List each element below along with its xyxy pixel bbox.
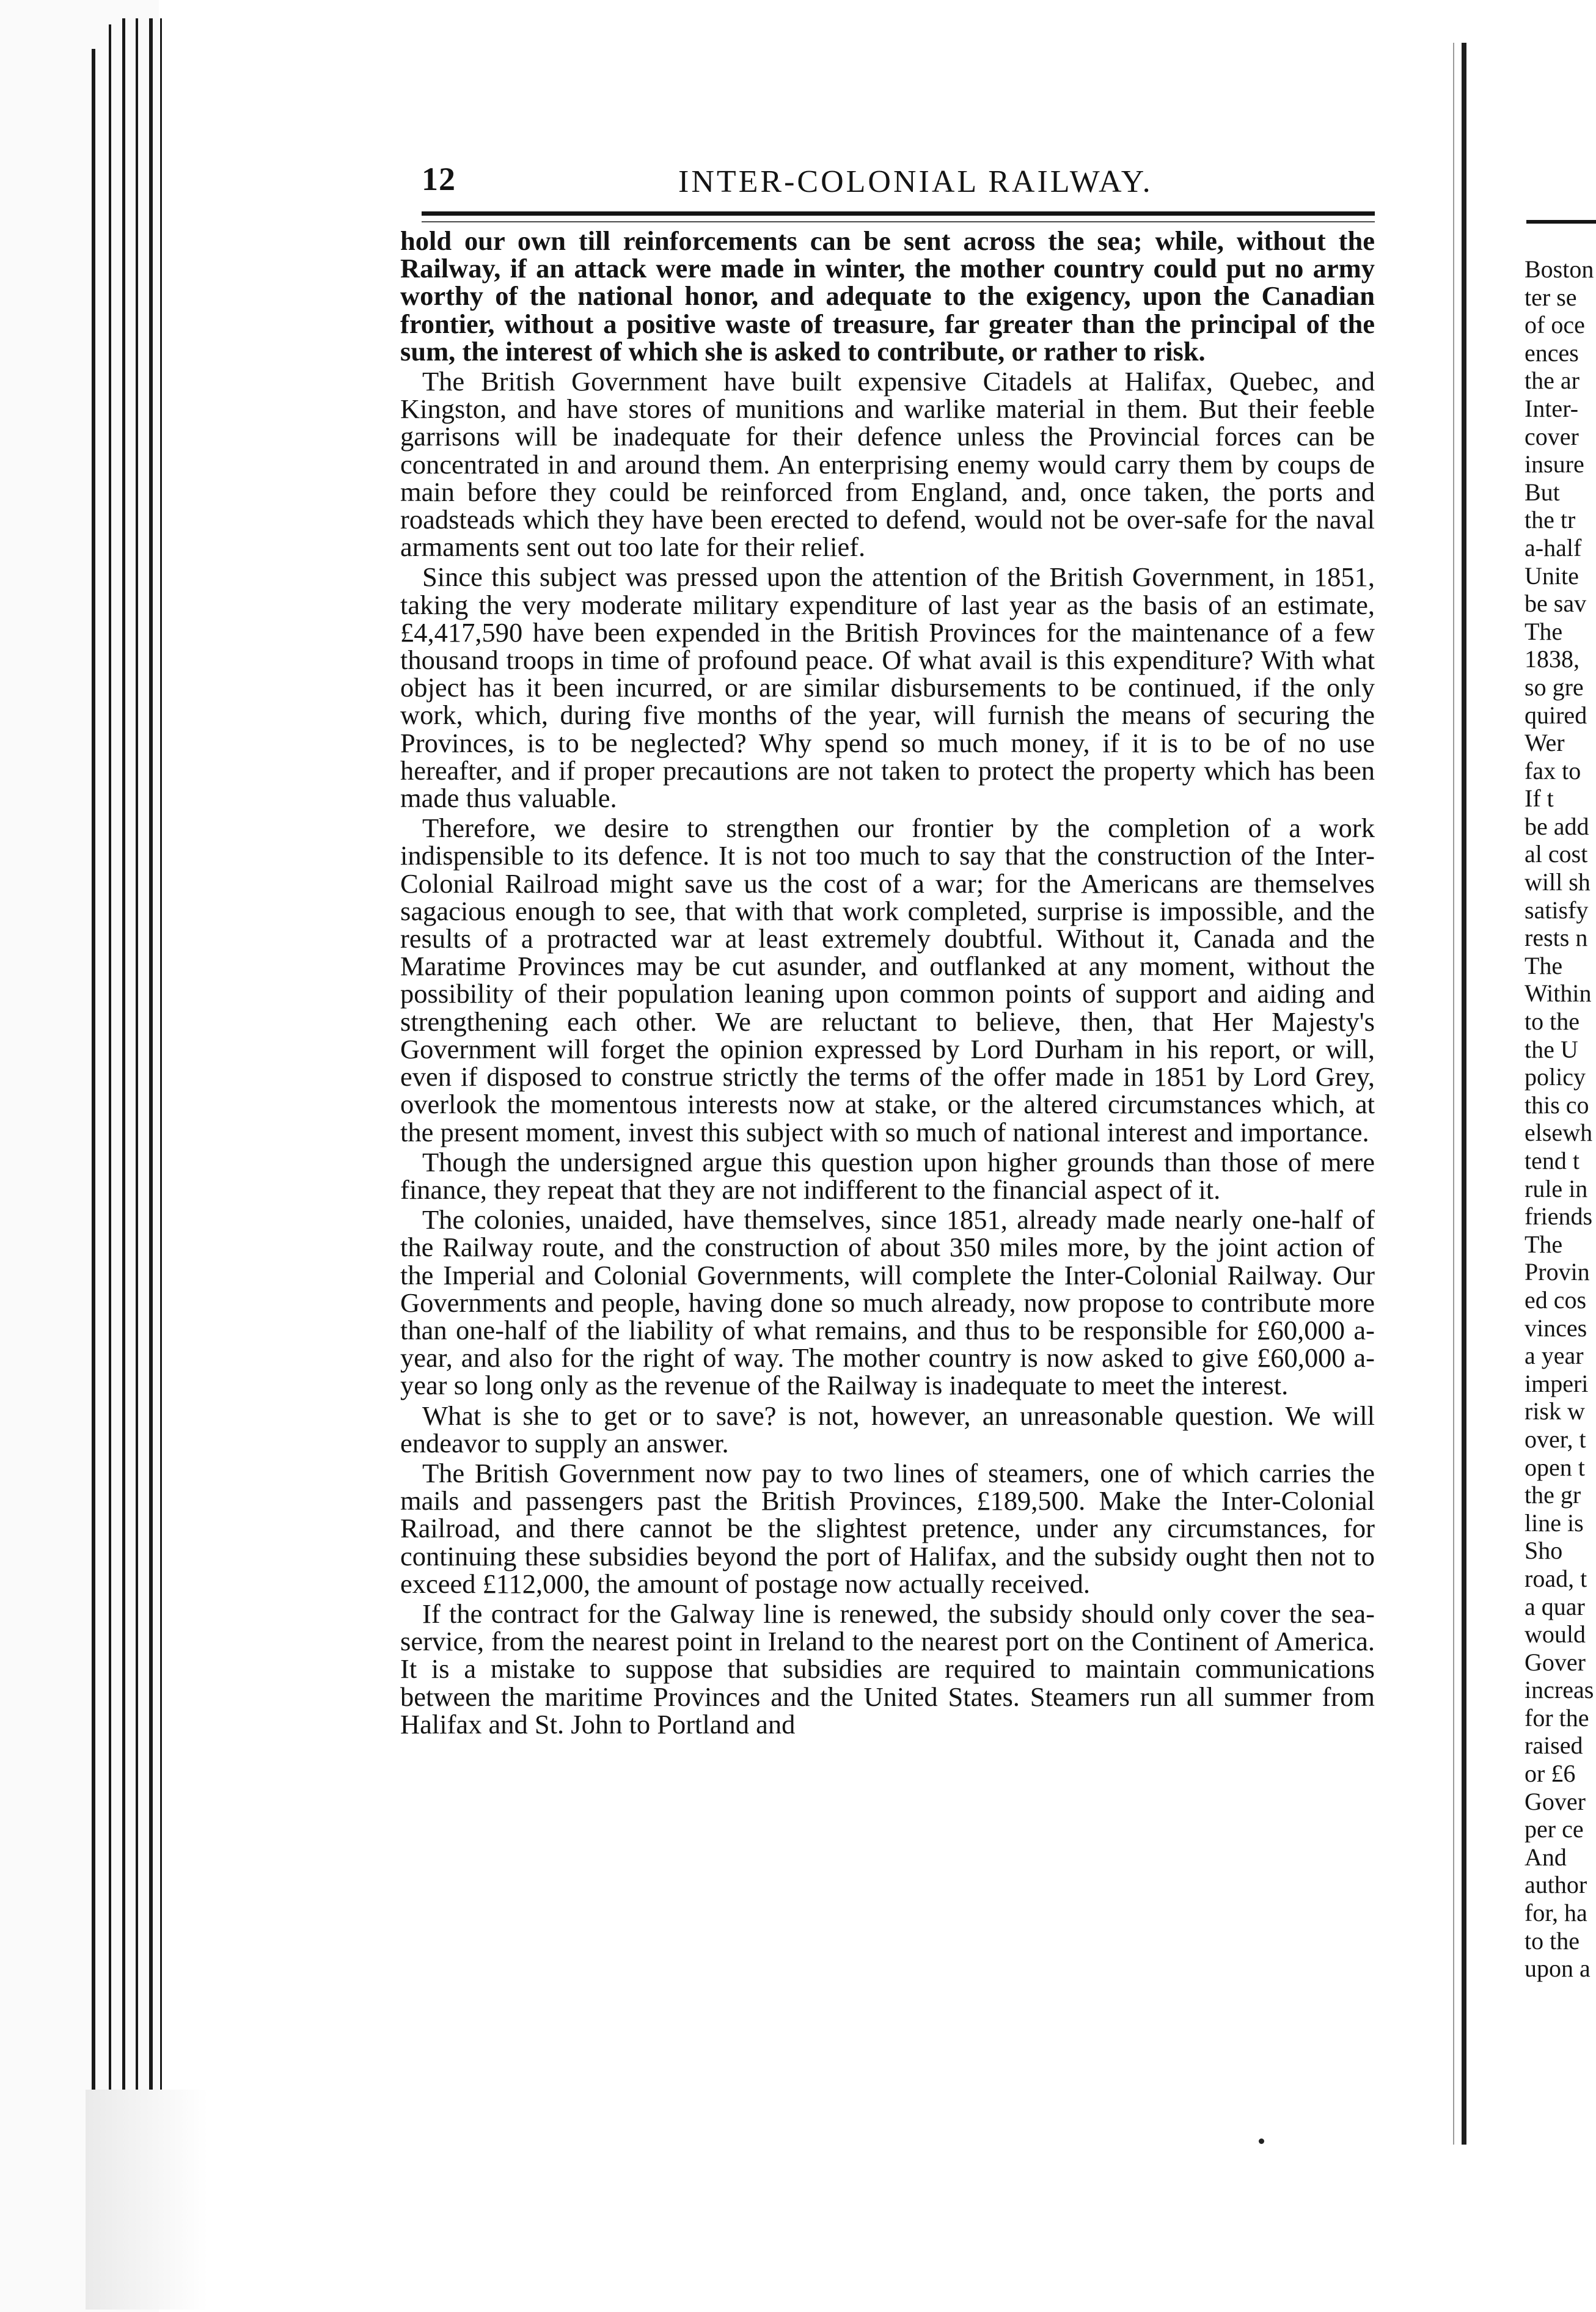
right-page-line: line is — [1525, 1509, 1584, 1537]
header-rule-thin — [422, 221, 1375, 222]
binding-line — [136, 18, 138, 2242]
right-page-line: ed cos — [1525, 1286, 1587, 1314]
paragraph: What is she to get or to save? is not, however, an unreasonable question. We will endeavor to supply an answer. — [400, 1400, 1375, 1458]
right-page-line: road, t — [1525, 1564, 1587, 1592]
paragraph: Since this subject was pressed upon the attention of the British Government, in 1851, taking the very moderate military expenditure of last year as the basis of an estimate, £4,417,590 have been expended in the British Provinces for the maintenance of a few thousand troops in time of profound peace. Of what avail is this expenditure? With what object has it been incurred, or are similar disbursements to be continued, if the only work, which, during five months of the year, will furnish the means of securing the Provinces, is to be neglected? Why spend so much money, if it is to be of no use hereafter, and if proper precautions are not taken to protect the property which has been made thus valuable. — [400, 562, 1375, 814]
right-page-line: fax to — [1525, 756, 1581, 785]
right-page-line: over, t — [1525, 1425, 1586, 1453]
right-page-line: satisfy — [1525, 896, 1589, 924]
right-page-line: a-half — [1525, 533, 1582, 562]
right-page-line: tend t — [1525, 1147, 1580, 1174]
paragraph: The colonies, unaided, have themselves, since 1851, already made nearly one-half of the Railway route, and the construction of about 350 miles more, by the joint action of the Imperial and Colonial Governments, will complete the Inter-Colonial Railway. Our Governments and people, having done so much already, now propose to contribute more than one-half of the liability of what remains, and thus to be responsible for £60,000 a-year, and also for the right of way. The mother country is now asked to give £60,000 a-year so long only as the revenue of the Railway is inadequate to meet the interest. — [400, 1204, 1375, 1401]
right-page-line: to the — [1525, 1926, 1580, 1955]
right-page-line: imperi — [1525, 1369, 1589, 1397]
right-page-line: a quar — [1525, 1592, 1585, 1620]
book-binding-edge — [0, 0, 159, 2312]
right-page-line: to the — [1525, 1008, 1580, 1036]
right-page-line: Gover — [1525, 1787, 1586, 1815]
right-page-line: al cost — [1525, 840, 1588, 868]
body-text — [400, 227, 1375, 1738]
paragraph: Therefore, we desire to strengthen our frontier by the completion of a work indispensible to its defence. It is not too much to say that the construction of the Inter-Colonial Railroad might save us the cost of a war; for the Americans are themselves sagacious enough to see, that with that work completed, surprise is impossible, and the results of a protracted war at least extremely doubtful. Without it, Canada and the Maratime Provinces may be cut asunder, and outflanked at any moment, without the possibility of their population leaning upon common points of support and aiding and strengthening each other. We are reluctant to believe, then, that Her Majesty's Government will forget the opinion expressed by Lord Durham in his report, or will, even if disposed to construe strictly the terms of the offer made in 1851 by Lord Grey, overlook the momentous interests now at stake, or the altered circumstances which, at the present moment, invest this subject with so much of national interest and importance. — [400, 813, 1375, 1147]
right-page-line: cover — [1525, 422, 1579, 450]
paragraph: The British Government have built expensive Citadels at Halifax, Quebec, and Kingston, and have stores of munitions and warlike material in them. But their feeble garrisons will be inadequate for their defence unless the Provincial forces can be concentrated in and around them. An enterprising enemy would carry them by coups de main before they could be reinforced from England, and, once taken, the ports and roadsteads which they have been erected to defend, would not be over-safe for the naval armaments sent out too late for their relief. — [400, 366, 1375, 563]
right-page-line: the ar — [1525, 367, 1580, 395]
page-gutter — [1462, 43, 1466, 2145]
right-page-line: upon a — [1525, 1955, 1591, 1983]
right-page-line: increas — [1525, 1676, 1594, 1704]
right-page-line: Inter- — [1525, 394, 1579, 422]
page-shadow — [86, 2090, 208, 2310]
right-page-line: Sho — [1525, 1537, 1563, 1565]
right-page-line: be sav — [1525, 590, 1587, 618]
right-page-rule — [1526, 220, 1596, 224]
right-page-line: so gre — [1525, 673, 1584, 701]
right-page-line: elsewh — [1525, 1119, 1593, 1147]
ink-speck — [1259, 2138, 1264, 2144]
right-page-line: Unite — [1525, 562, 1579, 590]
right-page-line: Wer — [1525, 729, 1565, 757]
right-page-line: of oce — [1525, 311, 1585, 339]
right-page-fragment — [1525, 255, 1596, 1983]
right-page-line: The — [1525, 951, 1563, 979]
right-page-line: ences — [1525, 338, 1579, 367]
binding-line — [92, 49, 95, 2126]
right-page-line: The — [1525, 1230, 1563, 1258]
right-page-line: or £6 — [1525, 1760, 1576, 1788]
right-page-line: risk w — [1525, 1397, 1585, 1425]
binding-line — [109, 24, 111, 2175]
right-page-line: friends — [1525, 1202, 1593, 1231]
right-page-line: would — [1525, 1620, 1586, 1648]
right-page-line: The — [1525, 617, 1563, 645]
right-page-line: insure — [1525, 450, 1584, 478]
right-page-line: Within — [1525, 979, 1592, 1008]
right-page-line: Gover — [1525, 1648, 1586, 1676]
right-page-line: for the — [1525, 1703, 1589, 1732]
right-page-line: quired — [1525, 701, 1587, 729]
right-page-line: policy — [1525, 1063, 1586, 1091]
right-page-line: If t — [1525, 785, 1554, 813]
right-page-line: the gr — [1525, 1481, 1581, 1509]
right-page-line: a year — [1525, 1342, 1584, 1370]
binding-line — [160, 18, 162, 2291]
right-page-line: the U — [1525, 1035, 1578, 1063]
running-head: INTER-COLONIAL RAILWAY. — [678, 164, 1153, 199]
right-page-line: And — [1525, 1843, 1567, 1871]
header-rule — [422, 211, 1375, 216]
paragraph: If the contract for the Galway line is renewed, the subsidy should only cover the sea-service, from the nearest point in Ireland to the nearest port on the Continent of America. It is a mistake to suppose that subsidies are required to maintain communications between the maritime Provinces and the United States. Steamers run all summer from Halifax and St. John to Portland and — [400, 1598, 1375, 1739]
binding-line — [122, 18, 125, 2218]
right-page-line: be add — [1525, 812, 1589, 840]
right-page-line: for, ha — [1525, 1899, 1587, 1927]
right-page-line: Boston — [1525, 255, 1594, 283]
right-page-line: per ce — [1525, 1815, 1584, 1843]
right-page-line: open t — [1525, 1453, 1585, 1481]
binding-line — [149, 18, 153, 2279]
right-page-line: the tr — [1525, 506, 1576, 534]
page-number: 12 — [422, 161, 456, 197]
right-page-line: 1838, — [1525, 645, 1580, 673]
right-page-line: rests n — [1525, 924, 1588, 952]
right-page-line: this co — [1525, 1091, 1589, 1119]
right-page-line: raised — [1525, 1732, 1583, 1760]
paragraph: hold our own till reinforcements can be sent across the sea; while, without the Railway, if an attack were made in winter, the mother country could put no army worthy of the national honor, and adequate to the exigency, upon the Canadian frontier, without a positive waste of treasure, far greater than the principal of the sum, the interest of which she is asked to contribute, or rather to risk. — [400, 225, 1375, 367]
right-page-line: author — [1525, 1871, 1587, 1899]
right-page-line: ter se — [1525, 283, 1577, 311]
right-page-line: rule in — [1525, 1174, 1588, 1202]
paragraph: The British Government now pay to two lines of steamers, one of which carries the mails and passengers past the British Provinces, £189,500. Make the Inter-Colonial Railroad, and there cannot be the slightest pretence, under any circumstances, for continuing these subsidies beyond the port of Halifax, and the subsidy ought then not to exceed £112,000, the amount of postage now actually received. — [400, 1457, 1375, 1599]
right-page-line: vinces — [1525, 1314, 1587, 1342]
right-page-line: But — [1525, 478, 1560, 506]
right-page-line: Provin — [1525, 1258, 1590, 1286]
gutter-shadow — [1453, 43, 1454, 2145]
right-page-line: will sh — [1525, 868, 1591, 896]
paragraph: Though the undersigned argue this question upon higher grounds than those of mere finance, they repeat that they are not indifferent to the financial aspect of it. — [400, 1146, 1375, 1205]
